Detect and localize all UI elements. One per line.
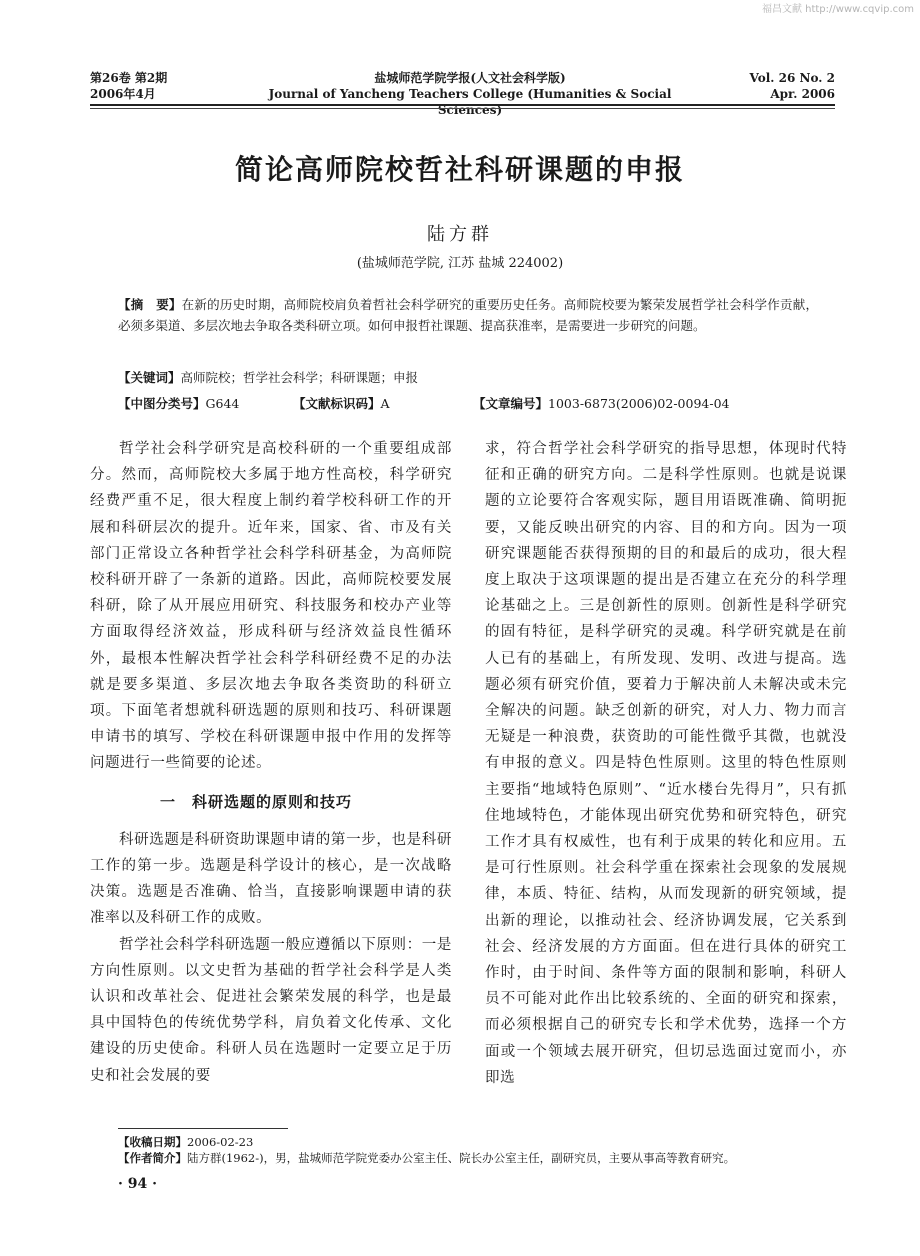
footnote-rule <box>118 1128 288 1129</box>
article-title: 简论高师院校哲社科研课题的申报 <box>234 153 685 186</box>
header-date-cn: 2006年4月 <box>90 87 156 101</box>
body-column-left <box>90 436 452 1089</box>
header-vol-no: Vol. 26 No. 2 <box>749 71 835 85</box>
author-bio <box>118 1150 838 1166</box>
running-header <box>90 70 835 117</box>
received-date <box>118 1134 838 1150</box>
keywords-label: 【关键词】 <box>118 370 181 385</box>
classification-line <box>118 394 838 412</box>
section-heading: 一 科研选题的原则和技巧 <box>160 792 353 811</box>
author-affiliation: (盐城师范学院, 江苏 盐城 224002) <box>356 256 564 271</box>
doc-label: 【文献标识码】 <box>293 396 381 411</box>
body-column-right <box>485 436 847 1091</box>
article-number <box>473 394 730 412</box>
received-value: 2006-02-23 <box>187 1135 254 1149</box>
article-label: 【文章编号】 <box>473 396 549 411</box>
header-rule-thin <box>90 108 835 109</box>
article-value: 1003-6873(2006)02-0094-04 <box>548 396 730 411</box>
keywords-text: 高师院校；哲学社会科学；科研课题；申报 <box>180 370 419 385</box>
body-paragraph: 哲学社会科学研究是高校科研的一个重要组成部分。然而，高师院校大多属于地方性高校，科学研究经费严重不足，很大程度上制约着学校科研工作的开展和科研层次的提升。近年来，国家、省、市及有关部门正常设立各种哲学社会科学科研基金，为高师院校科研开辟了一条新的道路。因此，高师院校要发展科研，除了从开展应用研究、科技服务和校办产业等方面取得经济效益，形成科研与经济效益良性循环外，最根本性解决哲学社会科学科研经费不足的办法就是要多渠道、多层次地去争取各类资助的科研立项。下面笔者想就科研选题的原则和技巧、科研课题申请书的填写、学校在科研课题申报中作用的发挥等问题进行一些简要的论述。 <box>90 441 452 772</box>
watermark: 福昌文献 http://www.cqvip.com <box>761 4 914 15</box>
header-volume-en <box>750 70 835 102</box>
body-paragraph: 科研选题是科研资助课题申请的第一步，也是科研工作的第一步。选题是科学设计的核心，是一次战略决策。选题是否准确、恰当，直接影响课题申请的获准率以及科研工作的成败。 <box>90 831 452 927</box>
header-date-en: Apr. 2006 <box>770 87 835 101</box>
page-number: · 94 · <box>118 1176 157 1192</box>
clc-label: 【中图分类号】 <box>118 396 206 411</box>
header-journal-cn: 盐城师范学院学报(人文社会科学版) <box>374 71 566 85</box>
clc-number <box>118 394 293 412</box>
header-journal-en: Journal of Yancheng Teachers College (Humanities & Social Sciences) <box>268 87 672 117</box>
body-paragraph: 求，符合哲学社会科学研究的指导思想，体现时代特征和正确的研究方向。二是科学性原则。也就是说课题的立论要符合客观实际，题目用语既准确、简明扼要，又能反映出研究的内容、目的和方向。因为一项研究课题能否获得预期的目的和最后的成功，很大程度上取决于这项课题的提出是否建立在充分的科学理论基础之上。三是创新性的原则。创新性是科学研究的固有特征，是科学研究的灵魂。科学研究就是在前人已有的基础上，有所发现、发明、改进与提高。选题必须有研究价值，要着力于解决前人未解决或未完全解决的问题。缺乏创新的研究，对人力、物力而言无疑是一种浪费，获资助的可能性微乎其微，也就没有申报的意义。四是特色性原则。这里的特色性原则主要指“地域特色原则”、“近水楼台先得月”，只有抓住地域特色，才能体现出研究优势和研究特色，研究工作才具有权威性，也有利于成果的转化和应用。五是可行性原则。社会科学重在探索社会现象的发展规律，本质、特征、结构，从而发现新的研究领域，提出新的理论，以推动社会、经济协调发展，它关系到社会、经济发展的方方面面。但在进行具体的研究工作时，由于时间、条件等方面的限制和影响，科研人员不可能对此作出比较系统的、全面的研究和探索，而必须根据自己的研究专长和学术优势，选择一个方面或一个领域去展开研究，但切忌选面过宽而小，亦即选 <box>485 441 847 1086</box>
keywords <box>118 368 818 386</box>
bio-value: 陆方群(1962-)，男，盐城师范学院党委办公室主任、院长办公室主任，副研究员，主要从事高等教育研究。 <box>187 1151 736 1165</box>
header-journal <box>260 70 680 118</box>
doc-code <box>293 394 473 412</box>
abstract-text: 在新的历史时期，高师院校肩负着哲社会科学研究的重要历史任务。高师院校要为繁荣发展哲学社会科学作贡献，必须多渠道、多层次地去争取各类科研立项。如何申报哲社课题、提高获准率，是需要进一步研究的问题。 <box>118 297 818 333</box>
bio-label: 【作者简介】 <box>118 1151 187 1165</box>
header-rule-thick <box>90 104 835 106</box>
article-author: 陆方群 <box>427 224 493 245</box>
footnotes <box>118 1134 838 1166</box>
doc-value: A <box>380 396 390 411</box>
header-volume <box>90 70 167 102</box>
body-paragraph: 哲学社会科学科研选题一般应遵循以下原则：一是方向性原则。以文史哲为基础的哲学社会科学是人类认识和改革社会、促进社会繁荣发展的科学，也是最具中国特色的传统优势学科，肩负着文化传承、文化建设的历史使命。科研人员在选题时一定要立足于历史和社会发展的要 <box>90 936 452 1084</box>
abstract-label: 【摘 要】 <box>118 297 182 312</box>
received-label: 【收稿日期】 <box>118 1135 187 1149</box>
abstract <box>118 294 818 336</box>
clc-value: G644 <box>205 396 240 411</box>
header-volume-issue: 第26卷 第2期 <box>90 71 168 85</box>
